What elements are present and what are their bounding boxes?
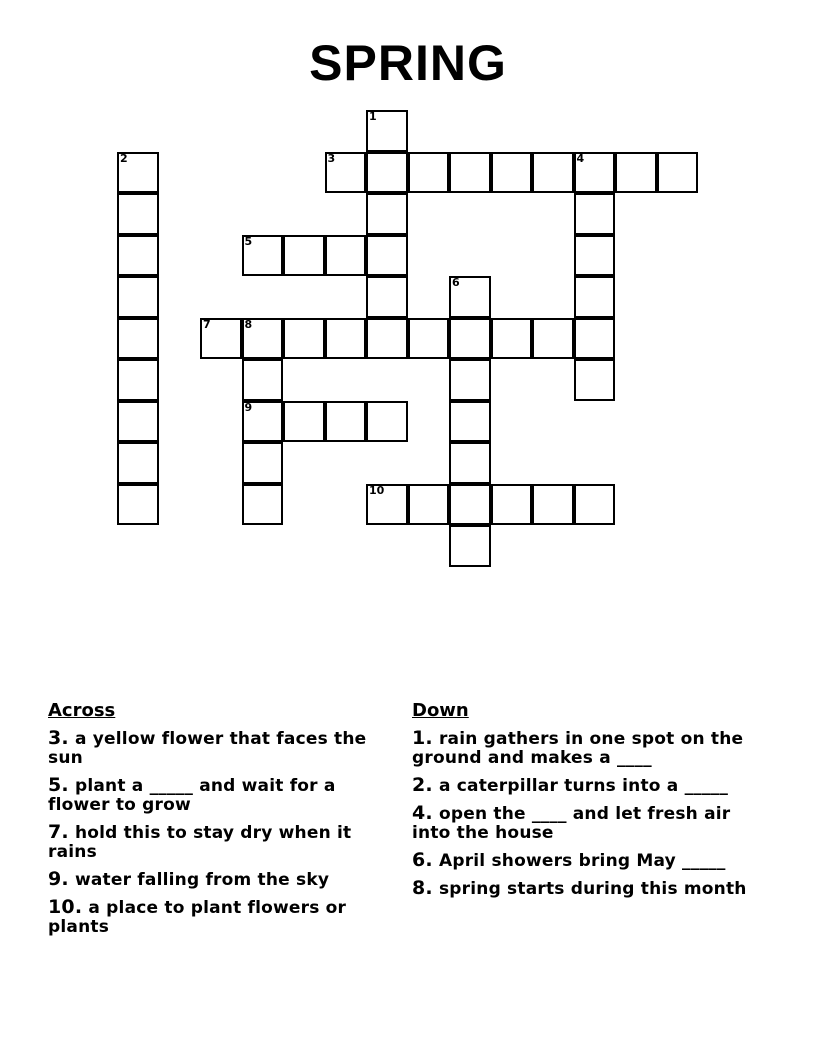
crossword-cell[interactable] (366, 276, 408, 318)
crossword-cell[interactable] (117, 442, 159, 484)
crossword-cell[interactable] (449, 152, 491, 194)
crossword-cell[interactable] (532, 318, 574, 360)
crossword-cell[interactable] (283, 401, 325, 443)
crossword-cell[interactable] (325, 235, 367, 277)
clue-down-4 (412, 804, 757, 843)
crossword-cell[interactable] (657, 152, 699, 194)
crossword-cell[interactable] (491, 318, 533, 360)
crossword-cell[interactable] (242, 442, 284, 484)
clue-across-10 (48, 898, 393, 937)
clue-number: 8. (412, 877, 433, 899)
clue-text: a caterpillar turns into a _____ (438, 776, 729, 796)
crossword-cell[interactable] (574, 193, 616, 235)
crossword-cell[interactable] (449, 318, 491, 360)
crossword-cell[interactable] (366, 235, 408, 277)
clue-text: open the ____ and let fresh air into the house (412, 804, 731, 843)
crossword-cell[interactable] (366, 110, 408, 152)
crossword-cell[interactable] (242, 401, 284, 443)
crossword-cell[interactable] (449, 442, 491, 484)
clue-down-2 (412, 776, 757, 796)
clue-across-3 (48, 729, 393, 768)
down-clues (412, 699, 757, 907)
crossword-cell[interactable] (574, 235, 616, 277)
crossword-cell[interactable] (366, 401, 408, 443)
crossword-cell[interactable] (491, 484, 533, 526)
down-clue-list (412, 729, 757, 899)
clue-across-9 (48, 870, 393, 890)
crossword-cell[interactable] (532, 152, 574, 194)
clue-text: hold this to stay dry when it rains (48, 823, 352, 862)
clue-text: a yellow flower that faces the sun (48, 729, 367, 768)
crossword-cell[interactable] (615, 152, 657, 194)
crossword-cell[interactable] (117, 235, 159, 277)
clue-down-6 (412, 851, 757, 871)
crossword-cell[interactable] (242, 318, 284, 360)
crossword-cell[interactable] (325, 318, 367, 360)
crossword-cell[interactable] (366, 484, 408, 526)
clue-text: water falling from the sky (74, 870, 330, 890)
clue-across-7 (48, 823, 393, 862)
clue-number-label: 8 (244, 317, 253, 331)
clue-number-label: 4 (576, 151, 585, 165)
crossword-cell[interactable] (200, 318, 242, 360)
crossword-cell[interactable] (117, 152, 159, 194)
clue-number-label: 5 (244, 234, 253, 248)
clue-number-label: 2 (120, 151, 128, 165)
clue-number-label: 9 (244, 400, 253, 414)
clue-text: plant a _____ and wait for a flower to grow (48, 776, 336, 815)
clue-text: a place to plant flowers or plants (48, 898, 347, 937)
clue-across-5 (48, 776, 393, 815)
clue-number: 4. (412, 802, 433, 824)
clue-number-label: 10 (369, 483, 385, 497)
clue-number: 10. (48, 896, 83, 918)
down-heading: Down (412, 700, 469, 721)
crossword-cell[interactable] (491, 152, 533, 194)
clue-down-8 (412, 879, 757, 899)
crossword-cell[interactable] (242, 484, 284, 526)
clue-text: April showers bring May _____ (438, 851, 726, 871)
clue-text: rain gathers in one spot on the ground and makes a ____ (412, 729, 744, 768)
crossword-cell[interactable] (117, 484, 159, 526)
clue-number-label: 7 (203, 317, 211, 331)
clue-number: 5. (48, 774, 69, 796)
clue-number: 3. (48, 727, 69, 749)
crossword-cell[interactable] (574, 276, 616, 318)
crossword-cell[interactable] (117, 401, 159, 443)
crossword-cell[interactable] (574, 484, 616, 526)
crossword-cell[interactable] (449, 484, 491, 526)
clue-text: spring starts during this month (438, 879, 747, 899)
clue-number-label: 1 (369, 110, 377, 123)
page-title: SPRING (309, 35, 507, 91)
crossword-cell[interactable] (574, 359, 616, 401)
crossword-cell[interactable] (574, 318, 616, 360)
crossword-cell[interactable] (408, 318, 450, 360)
clue-down-1 (412, 729, 757, 768)
crossword-cell[interactable] (242, 235, 284, 277)
crossword-cell[interactable] (366, 193, 408, 235)
across-clues (48, 699, 393, 945)
crossword-cell[interactable] (532, 484, 574, 526)
crossword-cell[interactable] (366, 152, 408, 194)
crossword-cell[interactable] (117, 193, 159, 235)
crossword-cell[interactable] (242, 359, 284, 401)
crossword-cell[interactable] (117, 276, 159, 318)
crossword-cell[interactable] (283, 318, 325, 360)
crossword-cell[interactable] (325, 152, 367, 194)
crossword-cell[interactable] (449, 359, 491, 401)
crossword-cell[interactable] (283, 235, 325, 277)
across-clue-list (48, 729, 393, 937)
clue-number: 9. (48, 868, 69, 890)
across-heading: Across (48, 700, 116, 721)
crossword-cell[interactable] (366, 318, 408, 360)
clue-number: 6. (412, 849, 433, 871)
crossword-cell[interactable] (325, 401, 367, 443)
clue-number: 2. (412, 774, 433, 796)
crossword-cell[interactable] (449, 401, 491, 443)
crossword-cell[interactable] (449, 276, 491, 318)
clue-number: 1. (412, 727, 433, 749)
crossword-cell[interactable] (117, 318, 159, 360)
clue-number-label: 6 (452, 276, 460, 289)
crossword-cell[interactable] (117, 359, 159, 401)
crossword-cell[interactable] (408, 484, 450, 526)
crossword-cell[interactable] (449, 525, 491, 567)
crossword-cell[interactable] (408, 152, 450, 194)
crossword-cell[interactable] (574, 152, 616, 194)
clue-number-label: 3 (327, 151, 336, 165)
clue-number: 7. (48, 821, 69, 843)
